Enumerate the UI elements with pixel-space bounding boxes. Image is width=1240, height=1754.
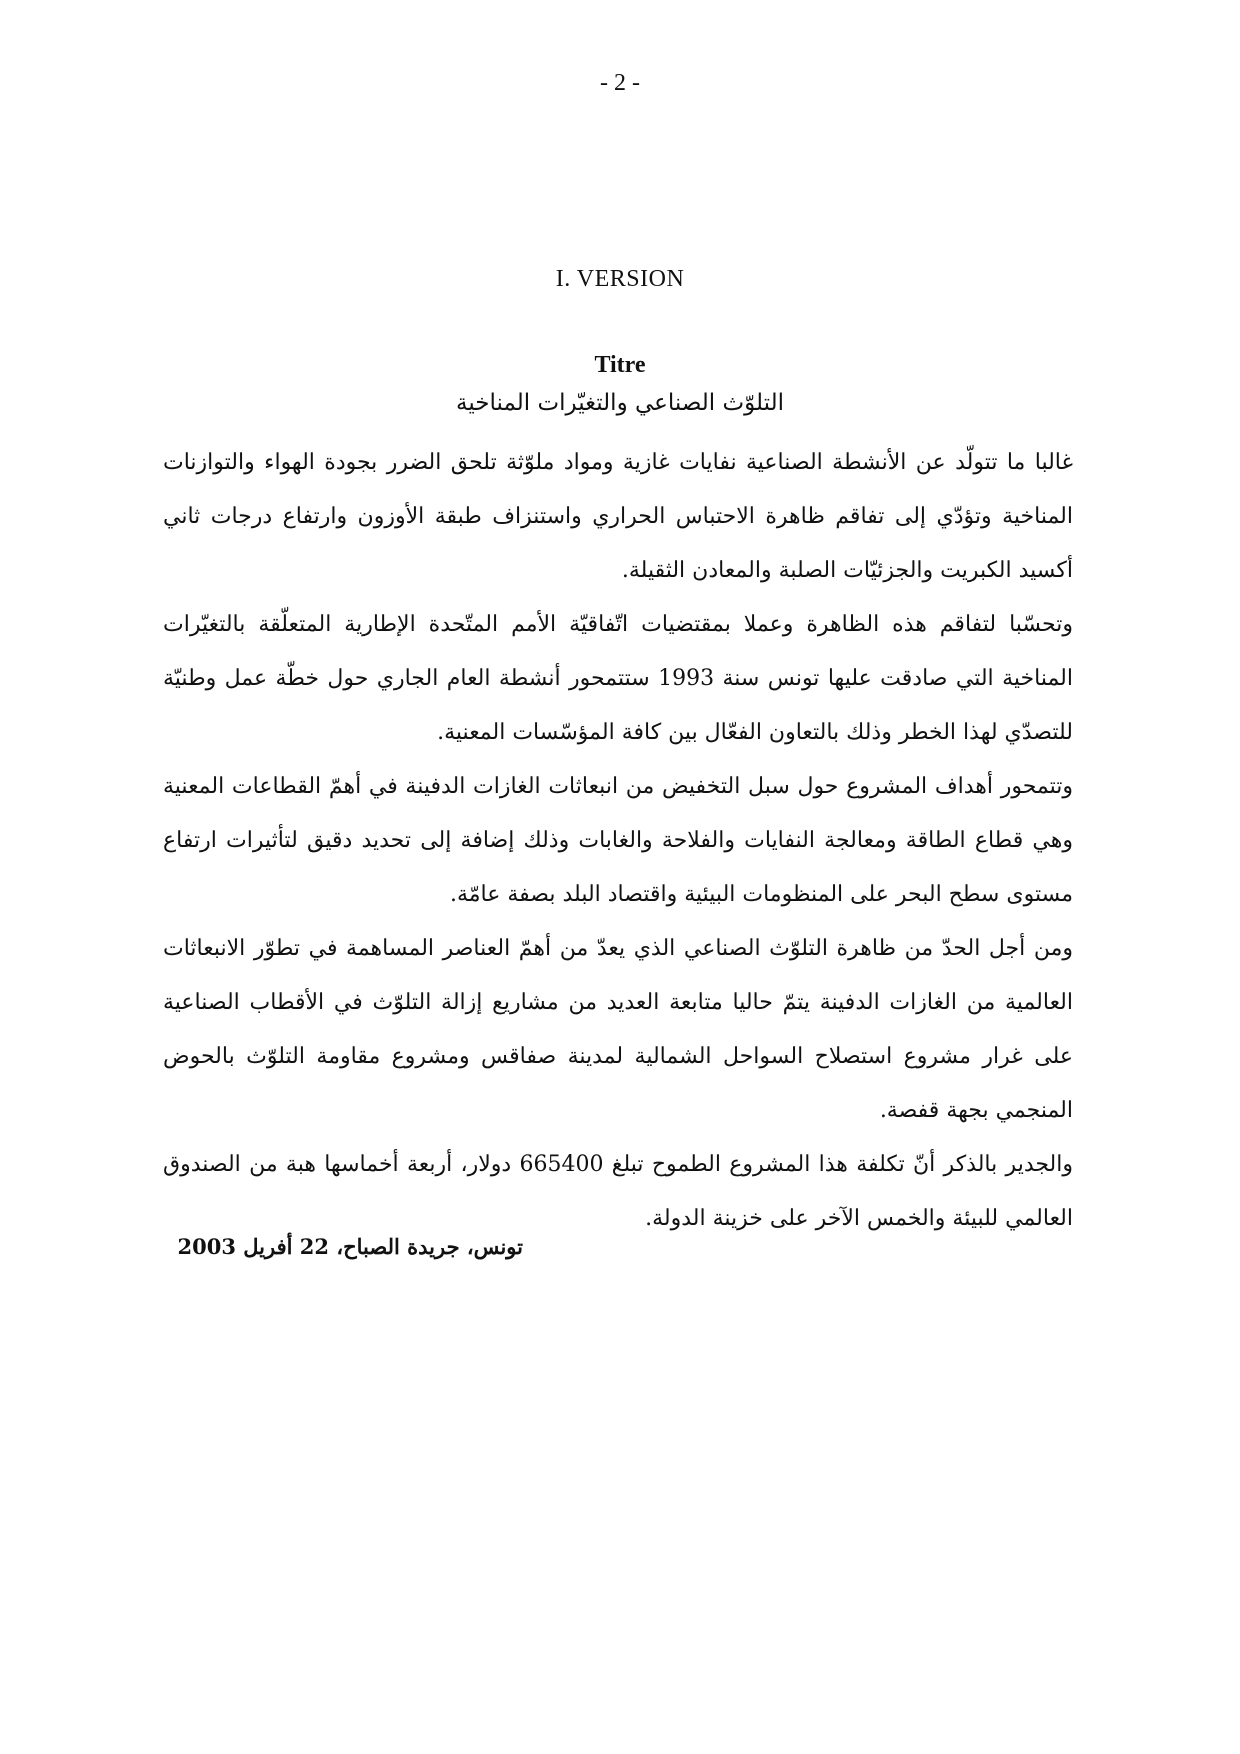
version-heading: I. VERSION <box>555 266 685 292</box>
paragraph-emissions: غالبا ما تتولّد عن الأنشطة الصناعية نفايات غازية ومواد ملوّثة تلحق الضرر بجودة الهواء والتوازنات المناخية وتؤدّي إلى تفاقم ظاهرة الاحتباس الحراري واستنزاف طبقة الأوزون وارتفاع درجات ثاني أكسيد الكبريت والجزئيّات الصلبة والمعادن الثقيلة. <box>163 450 1073 583</box>
paragraph-national-plan: وتحسّبا لتفاقم هذه الظاهرة وعملا بمقتضيات اتّفاقيّة الأمم المتّحدة الإطارية المتعلّقة بالتغيّرات المناخية التي صادقت عليها تونس سنة 1993 ستتمحور أنشطة العام الجاري حول خطّة عمل وطنيّة للتصدّي لهذا الخطر وذلك بالتعاون الفعّال بين كافة المؤسّسات المعنية. <box>163 612 1073 745</box>
article-body <box>163 436 1073 1246</box>
paragraph-depollution-projects: ومن أجل الحدّ من ظاهرة التلوّث الصناعي الذي يعدّ من أهمّ العناصر المساهمة في تطوّر الانبعاثات العالمية من الغازات الدفينة يتمّ حاليا متابعة العديد من مشاريع إزالة التلوّث في الأقطاب الصناعية على غرار مشروع استصلاح السواحل الشمالية لمدينة صفاقس ومشروع مقاومة التلوّث بالحوض المنجمي بجهة قفصة. <box>163 936 1073 1123</box>
titre-label: Titre <box>594 352 646 378</box>
source-citation: تونس، جريدة الصباح، 22 أفريل 2003 <box>177 1234 523 1259</box>
article-title: التلوّث الصناعي والتغيّرات المناخية <box>456 390 784 416</box>
paragraph-project-cost: والجدير بالذكر أنّ تكلفة هذا المشروع الطموح تبلغ 665400 دولار، أربعة أخماسها هبة من الصندوق العالمي للبيئة والخمس الآخر على خزينة الدولة. <box>163 1152 1074 1231</box>
page-number: - 2 - <box>600 70 640 96</box>
paragraph-project-goals: وتتمحور أهداف المشروع حول سبل التخفيض من انبعاثات الغازات الدفينة في أهمّ القطاعات المعنية وهي قطاع الطاقة ومعالجة النفايات والفلاحة والغابات وذلك إضافة إلى تحديد دقيق لتأثيرات ارتفاع مستوى سطح البحر على المنظومات البيئية واقتصاد البلد بصفة عامّة. <box>163 774 1073 907</box>
